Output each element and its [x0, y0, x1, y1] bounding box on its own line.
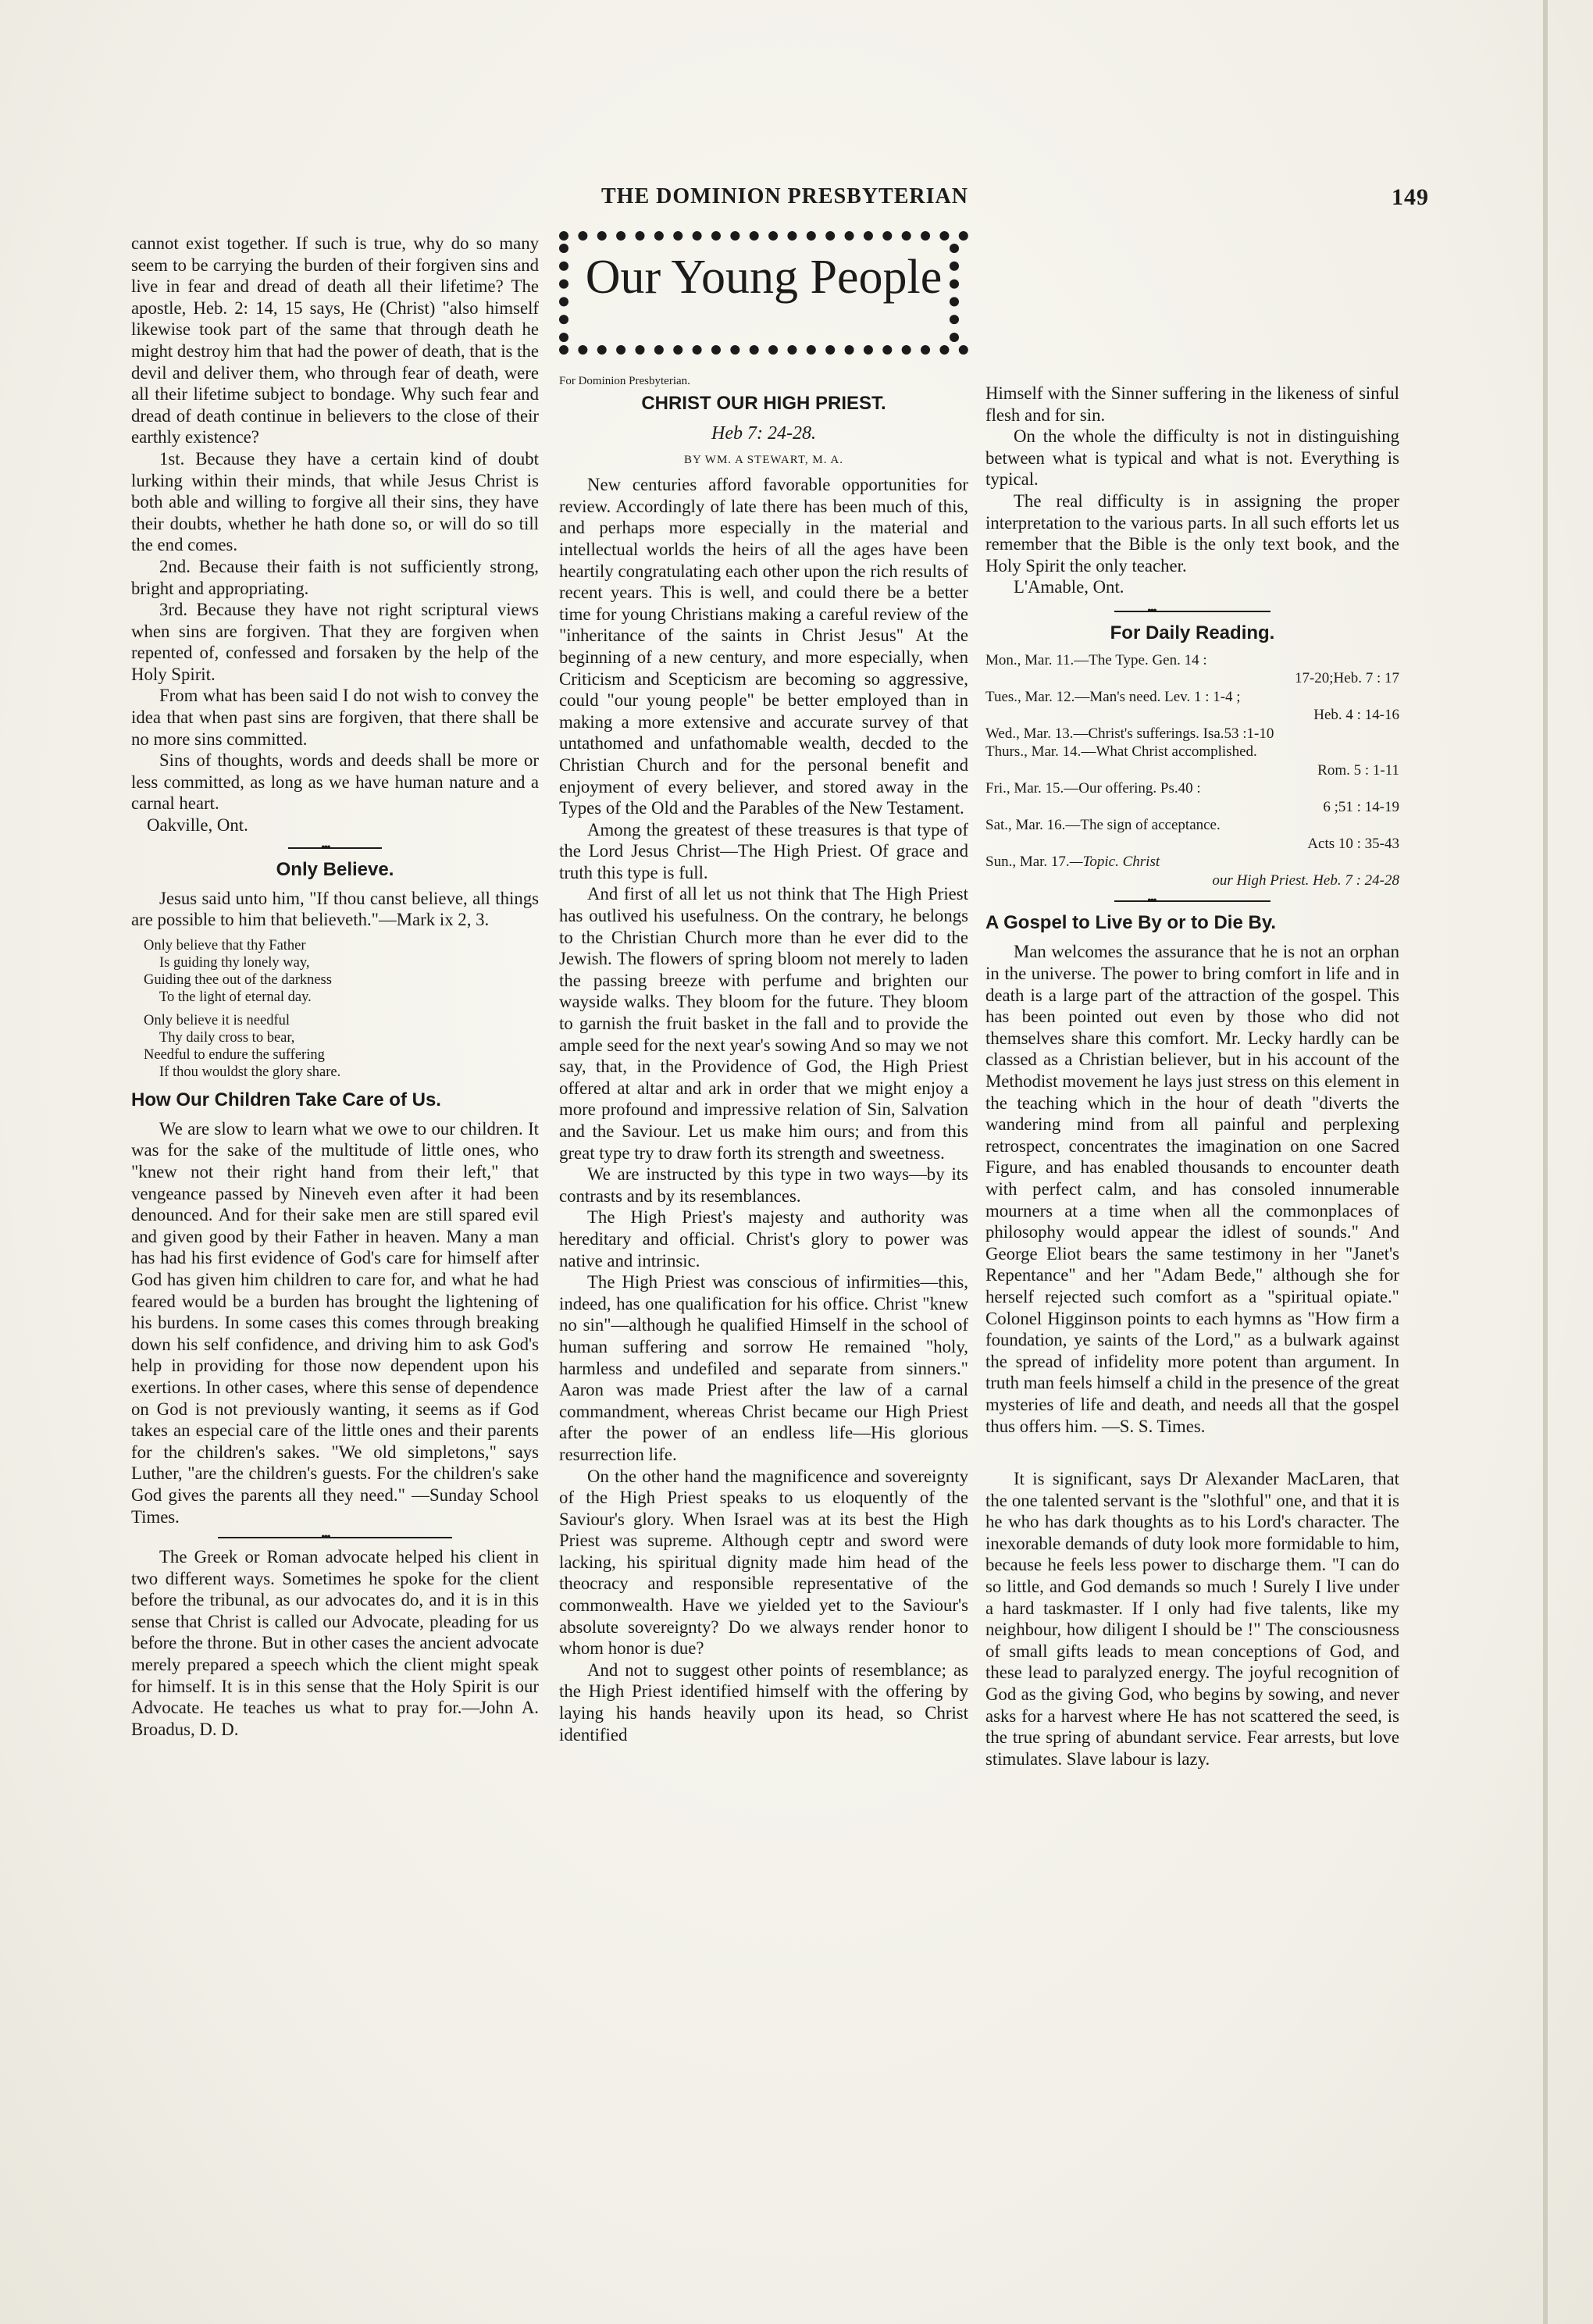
paragraph: Sins of thoughts, words and deeds shall be more or less committed, as long as we have human nature and a carnal heart.	[131, 750, 539, 814]
paragraph: We are instructed by this type in two ways—by its contrasts and by its resemblances.	[559, 1164, 968, 1206]
reading-item	[985, 651, 1399, 688]
banner-title: Our Young People	[585, 251, 943, 304]
poem-line: Is guiding thy lonely way,	[159, 954, 310, 971]
paragraph: It is significant, says Dr Alexander MacLaren, that the one talented servant is the "slothful" one, and that it is he who has dark thoughts as to his Lord's character. The inexorable demands of duty look more formidable to him, because he feels less power to discharge them. "I can do so little, and God demands so much ! Surely I live under a hard taskmaster. If I only had five talents, like my neighbour, how diligent I should be !" The consciousness of small gifts leads to mean conceptions of God, and these lead to paralyzed energy. The joyful recognition of God as the giving God, who begins by sowing, and never asks for a harvest where He has not scattered the seed, is the true spring of abundant service. Fear arrests, but love stimulates. Slave labour is lazy.	[985, 1469, 1399, 1769]
paragraph: Jesus said unto him, "If thou canst believe, all things are possible to him that believeth."—Mark ix 2, 3.	[131, 888, 539, 930]
poem-line: Guiding thee out of the darkness	[144, 971, 332, 988]
reading-item	[985, 743, 1399, 779]
heading-christ-high-priest: CHRIST OUR HIGH PRIEST.	[641, 393, 886, 414]
paragraph: The Greek or Roman advocate helped his client in two different ways. Sometimes he spoke for the client before the tribunal, as our advocates do, and it is in this sense that Christ is called our Advocate, pleading for us before the throne. But in other cases the ancient advocate merely prepared a speech which the client might speak for himself. It is in this sense that the Holy Spirit is our Advocate. He teaches us what to pray for.—John A. Broadus, D. D.	[131, 1547, 539, 1739]
reading-text: —Our offering. Ps.40 :	[1064, 780, 1201, 797]
reading-text: —Man's need. Lev. 1 : 1-4 ;	[1074, 688, 1241, 705]
paragraph: The High Priest was conscious of infirmities—this, indeed, has one qualification for his office. Christ "knew no sin"—although he qualified Himself in the school of human suffering and sorrow He remained "holy, harmless and undefiled and separate from sinners." Aaron was made Priest after the law of a carnal commandment, whereas Christ became our High Priest after the power of an endless life—His glorious resurrection life.	[559, 1272, 968, 1464]
reading-text: —The sign of acceptance.	[1065, 817, 1221, 834]
reading-continuation: Rom. 5 : 1-11	[1317, 761, 1399, 779]
reading-day: Fri., Mar. 15.	[985, 780, 1064, 797]
paragraph: Himself with the Sinner suffering in the likeness of sinful flesh and for sin.	[985, 383, 1399, 425]
reading-continuation: 6 ;51 : 14-19	[1323, 798, 1399, 815]
poem-line: Needful to endure the suffering	[144, 1046, 325, 1063]
reading-day: Wed., Mar. 13.	[985, 725, 1074, 742]
page-number: 149	[1392, 184, 1429, 210]
poem-line: To the light of eternal day.	[159, 989, 312, 1005]
reading-item	[985, 816, 1399, 853]
section-divider	[218, 1537, 452, 1538]
spacer	[985, 1437, 1399, 1468]
kicker: For Dominion Presbyterian.	[559, 375, 690, 387]
reading-day: Tues., Mar. 12.	[985, 688, 1075, 705]
poem-line: Only believe it is needful	[144, 1012, 290, 1028]
reading-continuation: Acts 10 : 35-43	[1307, 835, 1399, 852]
reading-text: —The Type. Gen. 14 :	[1074, 651, 1207, 668]
daily-readings-list	[985, 651, 1399, 890]
reading-item	[985, 853, 1399, 889]
poem-line: Only believe that thy Father	[144, 937, 306, 953]
poem-line: If thou wouldst the glory share.	[159, 1064, 341, 1080]
reading-continuation: 17-20;Heb. 7 : 17	[1294, 670, 1399, 687]
section-divider	[1114, 611, 1270, 612]
paragraph: On the whole the difficulty is not in distinguishing between what is typical and what is not. Everything is typical.	[985, 426, 1399, 490]
paragraph: From what has been said I do not wish to convey the idea that when past sins are forgiven, that there shall be no more sins committed.	[131, 686, 539, 749]
reading-item	[985, 725, 1399, 743]
paragraph: 2nd. Because their faith is not sufficiently strong, bright and appropriating.	[131, 556, 539, 598]
paragraph: New centuries afford favorable opportunities for review. Accordingly of late there has been much of this, and perhaps more especially in the material and intellectual worlds the heirs of all the ages have been heartily congratulating each other upon the rich results of recent years. This is well, and could there be a better time for young Christians making a careful review of the "inheritance of the saints in Christ Jesus" At the beginning of a new century, and more especially, when Criticism and Scepticism are becoming so aggressive, could "our young people" be better employed than in making a more extensive and accurate survey of that untathomed and unfathomable wealth, decded to the Christian Church and for the personal benefit and enjoyment of every believer, and stored away in the Types of the Old and the Parables of the New Testament.	[559, 475, 968, 818]
paragraph: 3rd. Because they have not right scriptural views when sins are forgiven. That they are forgiven when repented of, confessed and forsaken by the help of the Holy Spirit.	[131, 600, 539, 684]
paragraph: 1st. Because they have a certain kind of doubt lurking within their minds, that while Jesus Christ is both able and willing to forgive all their sins, they have their doubts, whether he hath done so, or will do so till the end comes.	[131, 448, 539, 555]
section-divider	[288, 847, 382, 849]
column-right	[985, 383, 1399, 1770]
paragraph: The real difficulty is in assigning the proper interpretation to the various parts. In all such efforts let us remember that the Bible is the only text book, and the Holy Spirit the only teacher.	[985, 490, 1399, 576]
heading-children: How Our Children Take Care of Us.	[131, 1089, 441, 1110]
dateline: Oakville, Ont.	[147, 815, 248, 836]
paragraph: The High Priest's majesty and authority was hereditary and official. Christ's glory to power was native and intrinsic.	[559, 1207, 968, 1271]
page-header	[570, 184, 1429, 216]
paragraph: We are slow to learn what we owe to our children. It was for the sake of the multitude of little ones, who "knew not their right hand from their left," that vengeance passed by Nineveh even after it had been denounced. And for their sake men are still spared evil and given good by their Father in heaven. Many a man has had his first evidence of God's care for himself after God has given him children to care for, and what he had feared would be a burden has brought the lightening of his burdens. In some cases this comes through breaking down his self confidence, and driving him to ask God's help in providing for those now dependent upon his exertions. In other cases, where this sense of dependence on God is not previously wanting, it seems as if God takes an especial care of the little ones and their parents for the children's sakes. "We old simpletons," says Luther, "are the children's guests. For the children's sake God gives the parents all they need." —Sunday School Times.	[131, 1118, 539, 1527]
reading-text: —Christ's sufferings. Isa.53 :1-10	[1073, 725, 1274, 742]
reading-continuation: our High Priest. Heb. 7 : 24-28	[1212, 872, 1399, 889]
reading-day: Sun., Mar. 17.	[985, 854, 1070, 871]
reading-item	[985, 779, 1399, 816]
paragraph: And first of all let us not think that The High Priest has outlived his usefulness. On the contrary, he belongs to the Christian Church more than he ever did to the Jewish. The flowers of spring bloom not merely to laden the passing breeze with perfume and brighten our wayside walks. They bloom for the future. They bloom to garnish the fruit basket in the fall and to provide the ample seed for the next year's sowing And so may we not say, that, in the Providence of God, the High Priest offered at altar and ark in order that we might enjoy a more profound and impressive relation of Sin, Salvation and the Saviour. Let us make him ours; and from this great type try to draw forth its strength and sweetness.	[559, 884, 968, 1163]
column-middle	[559, 231, 968, 1745]
reading-text: —What Christ accomplished.	[1081, 743, 1257, 761]
heading-only-believe: Only Believe.	[276, 858, 394, 880]
dateline: L'Amable, Ont.	[1014, 577, 1124, 597]
reading-day: Thurs., Mar. 14.	[985, 743, 1082, 761]
paragraph: And not to suggest other points of resemblance; as the High Priest identified himself with the offering by laying his hands heavily upon its head, so Christ identified	[559, 1659, 968, 1745]
reading-text: —Topic. Christ	[1069, 854, 1160, 871]
byline: BY WM. A STEWART, M. A.	[684, 453, 843, 466]
paragraph: On the other hand the magnificence and sovereignty of the High Priest speaks to us eloquently of the Saviour's glory. When Israel was at its best the High Priest was supreme. Although ceptr and sword were lacking, his spiritual dignity made him head of the theocracy and responsible representative of the commonwealth. Have we yielded yet to the Saviour's absolute sovereignty? Do we always render honor to whom honor is due?	[559, 1466, 968, 1659]
reading-continuation: Heb. 4 : 14-16	[1313, 707, 1399, 724]
section-banner	[559, 231, 968, 355]
paragraph: Among the greatest of these treasures is that type of the Lord Jesus Christ—The High Priest. Of grace and truth this type is full.	[559, 819, 968, 882]
poem-line: Thy daily cross to bear,	[159, 1029, 295, 1046]
heading-daily-reading: For Daily Reading.	[1110, 622, 1275, 643]
paragraph: cannot exist together. If such is true, why do so many seem to be carrying the burden of their forgiven sins and live in fear and dread of death all their lifetime? The apostle, Heb. 2: 14, 15 says, He (Christ) "also himself likewise took part of the same that through death he might destroy him that had the power of death, that is the devil and deliver them, who through fear of death, were all their lifetime subject to bondage. Why such fear and dread of death continue in believers to the close of their earthly existence?	[131, 233, 539, 447]
poem	[144, 937, 539, 1081]
reading-item	[985, 688, 1399, 725]
section-divider	[1114, 900, 1270, 902]
publication-title: THE DOMINION PRESBYTERIAN	[601, 184, 968, 209]
page-binding-edge	[1543, 0, 1548, 2324]
scripture-reference: Heb 7: 24-28.	[711, 423, 816, 444]
reading-day: Mon., Mar. 11.	[985, 651, 1074, 668]
heading-gospel: A Gospel to Live By or to Die By.	[985, 912, 1277, 934]
paragraph: Man welcomes the assurance that he is not an orphan in the universe. The power to bring comfort in life and in death is a large part of the attraction of the gospel. This has been pointed out even by those who did not themselves share this comfort. Mr. Lecky hardly can be classed as a Christian believer, but in his account of the Methodist movement he lays just stress on this element in the teaching which in the hour of death "diverts the wandering mind from all painful and perplexing retrospect, concentrates the imagination on one Sacred Figure, and has enabled thousands to encounter death with perfect calm, and has consoled innumerable mourners at a time when all the commonplaces of philosophy would appear the idlest of sounds." And George Eliot bears the same testimony in her "Janet's Repentance" and her "Adam Bede," although she for herself rejected such comfort as a "spiritual opiate." Colonel Higginson points to each hymns as "How firm a foundation, ye saints of the Lord," as a bulwark against the spread of infidelity more potent than argument. In truth man feels himself a child in the presence of the great mysteries of life and death, and needs all that the gospel thus offers him. —S. S. Times.	[985, 942, 1399, 1436]
reading-day: Sat., Mar. 16.	[985, 817, 1066, 834]
column-left	[131, 233, 539, 1740]
